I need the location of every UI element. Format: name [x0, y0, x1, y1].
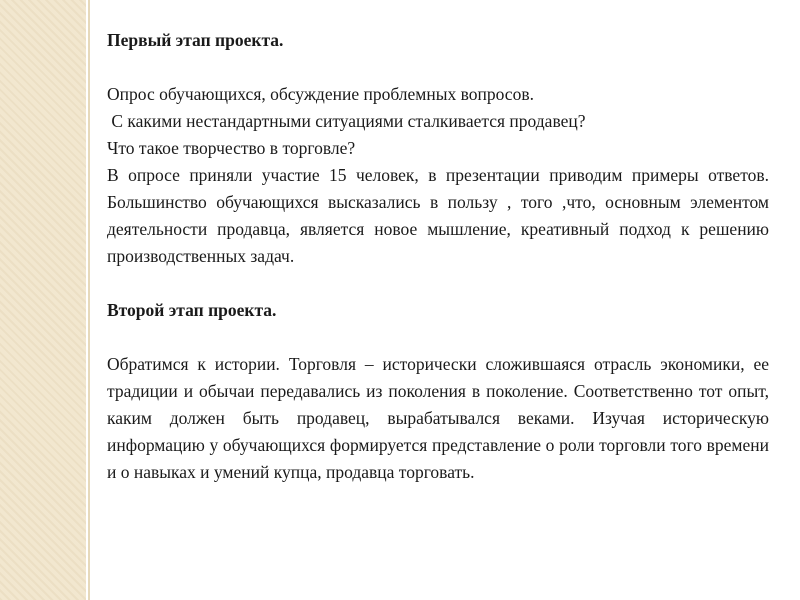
section2-paragraph: Обратимся к истории. Торговля – исторически сложившаяся отрасль экономики, ее традиции и обычаи передавались из поколения в поколение. Соответственно тот опыт, каким должен быть продавец, вырабатывался веками. Изучая историческую информацию у обучающихся формируется представление о роли торговли того времени и о навыках и умений купца, продавца торговать. — [107, 354, 769, 482]
section1-paragraph: В опросе приняли участие 15 человек, в презентации приводим примеры ответов. Большинство обучающихся высказались в пользу , того ,что, основным элементом деятельности продавца, является новое мышление, креативный подход к решению производственных задач. — [107, 165, 769, 266]
section1-heading: Первый этап проекта. — [107, 30, 284, 50]
side-divider — [88, 0, 90, 600]
section2-heading: Второй этап проекта. — [107, 300, 277, 320]
spacer — [107, 54, 769, 81]
spacer — [107, 324, 769, 351]
section1-line-3: Что такое творчество в торговле? — [107, 138, 356, 158]
section1-line-2: С какими нестандартными ситуациями сталкивается продавец? — [107, 111, 586, 131]
slide-content — [107, 27, 769, 486]
spacer — [107, 270, 769, 297]
section1-line-1: Опрос обучающихся, обсуждение проблемных вопросов. — [107, 84, 534, 104]
decorative-side-band — [0, 0, 86, 600]
